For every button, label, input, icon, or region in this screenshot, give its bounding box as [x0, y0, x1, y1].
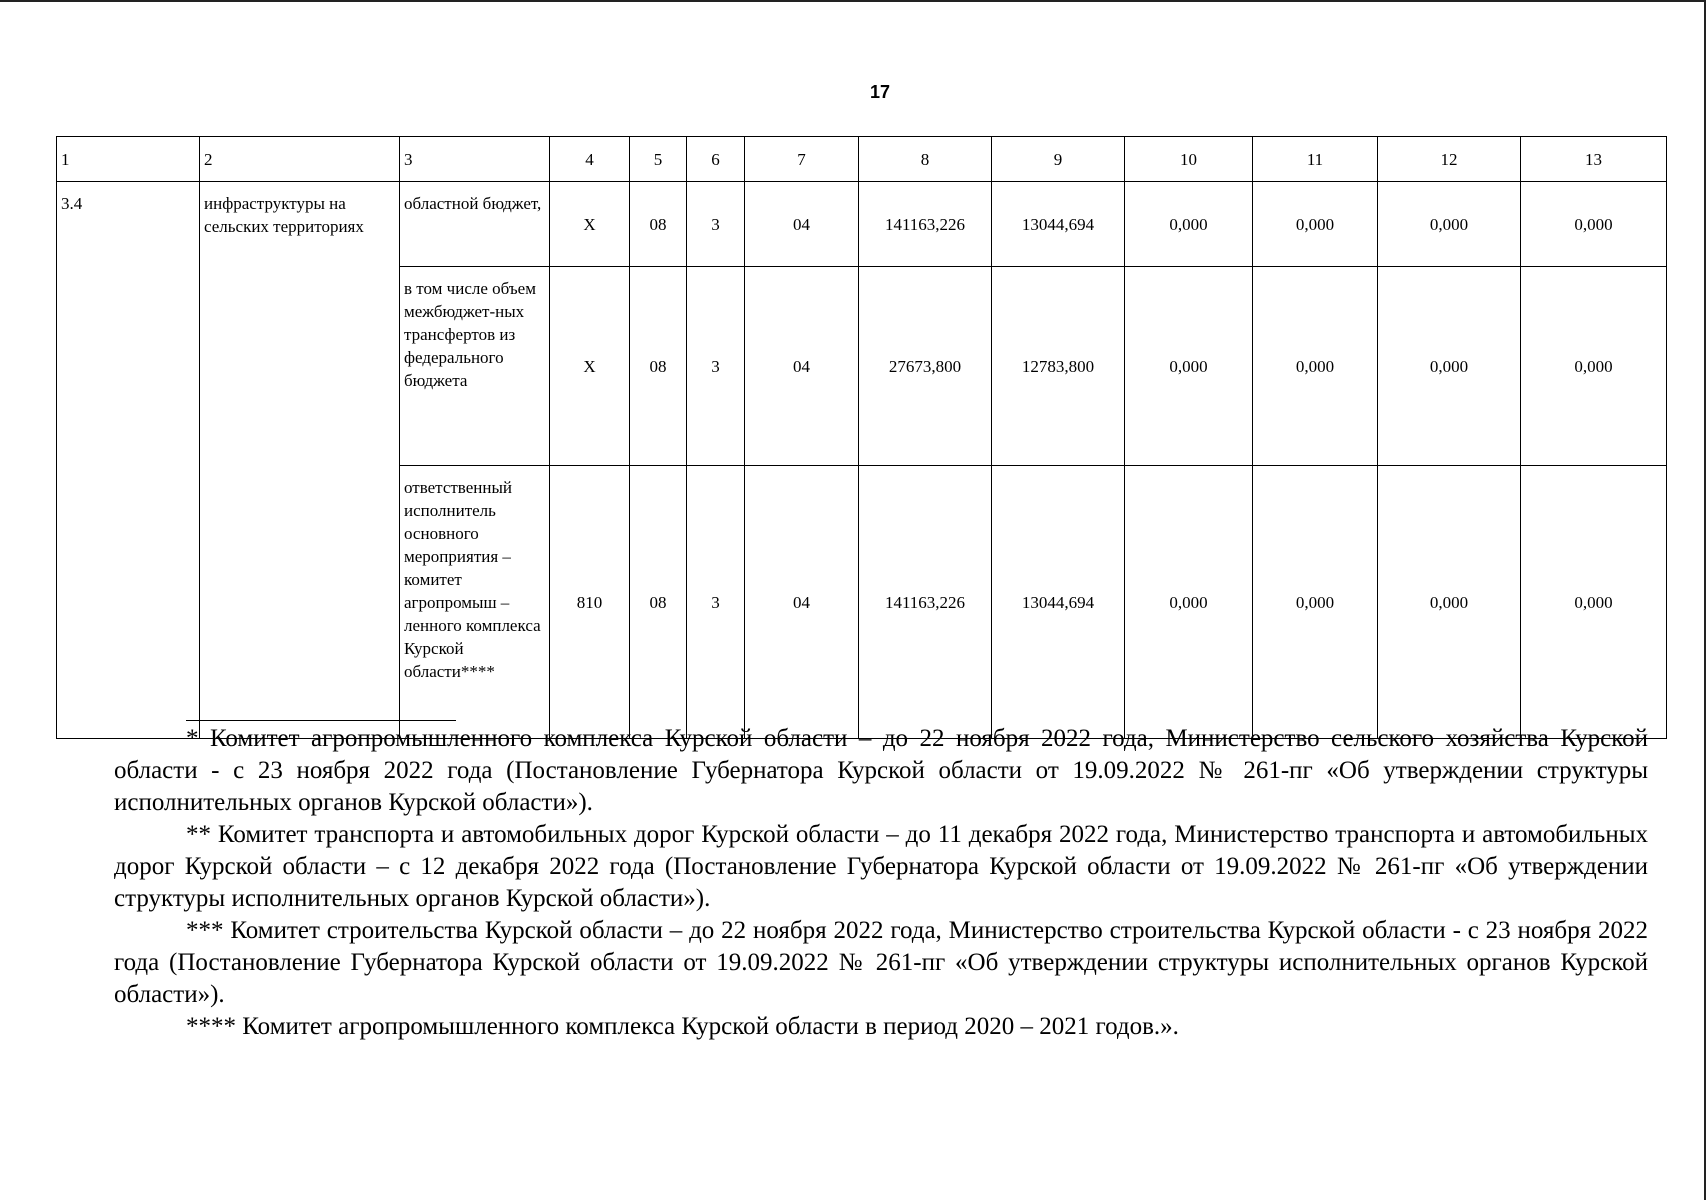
row-desc-cell: в том числе объем межбюджет-ных трансфертов из федерального бюджета [400, 267, 550, 466]
header-cell: 11 [1253, 137, 1378, 182]
footnote-1: * Комитет агропромышленного комплекса Курской области – до 22 ноября 2022 года, Министерство сельского хозяйства Курской области - с 23 ноября 2022 года (Постановление Губернатора Курской области от 19.09.2022 № 261-пг «Об утверждении структуры исполнительных органов Курской области»). [114, 725, 1648, 816]
table-cell: 0,000 [1125, 466, 1253, 739]
header-cell: 12 [1378, 137, 1521, 182]
table-cell: 0,000 [1378, 182, 1521, 267]
header-cell: 5 [630, 137, 687, 182]
table-cell: 08 [630, 267, 687, 466]
table-cell: 13044,694 [992, 466, 1125, 739]
table-cell: 0,000 [1521, 182, 1667, 267]
row-id-cell: 3.4 [57, 182, 200, 739]
table-cell: 141163,226 [859, 466, 992, 739]
row-name-cell: инфраструктуры на сельских территориях [200, 182, 400, 739]
page-number: 17 [869, 82, 891, 102]
table-cell: Х [550, 267, 630, 466]
table-cell: 04 [745, 466, 859, 739]
table-cell: 13044,694 [992, 182, 1125, 267]
table-cell: 3 [687, 466, 745, 739]
table-cell: 0,000 [1125, 267, 1253, 466]
row-desc-cell: областной бюджет, [400, 182, 550, 267]
table-row [57, 182, 1667, 267]
header-cell: 8 [859, 137, 992, 182]
header-cell: 4 [550, 137, 630, 182]
header-cell: 7 [745, 137, 859, 182]
table-cell: 0,000 [1521, 267, 1667, 466]
table-cell: 0,000 [1125, 182, 1253, 267]
header-cell: 3 [400, 137, 550, 182]
table-cell: 0,000 [1378, 267, 1521, 466]
header-cell: 13 [1521, 137, 1667, 182]
table-cell: 810 [550, 466, 630, 739]
table-cell: 27673,800 [859, 267, 992, 466]
footnote-divider [186, 720, 456, 721]
table-cell: 08 [630, 182, 687, 267]
header-cell: 9 [992, 137, 1125, 182]
header-cell: 1 [57, 137, 200, 182]
table-cell: 0,000 [1253, 466, 1378, 739]
header-cell: 2 [200, 137, 400, 182]
table-header-row [57, 137, 1667, 182]
table-cell: 0,000 [1253, 267, 1378, 466]
table-cell: 0,000 [1521, 466, 1667, 739]
table-cell: 0,000 [1378, 466, 1521, 739]
footnote-4: **** Комитет агропромышленного комплекса Курской области в период 2020 – 2021 годов.». [186, 1013, 1179, 1040]
table-cell: 12783,800 [992, 267, 1125, 466]
footnotes [114, 723, 1648, 1043]
table-cell: 04 [745, 267, 859, 466]
header-cell: 10 [1125, 137, 1253, 182]
table-cell: 08 [630, 466, 687, 739]
table-cell: 0,000 [1253, 182, 1378, 267]
budget-table [56, 136, 1667, 739]
table-cell: 141163,226 [859, 182, 992, 267]
table-cell: 3 [687, 267, 745, 466]
table-cell: Х [550, 182, 630, 267]
header-cell: 6 [687, 137, 745, 182]
table-cell: 3 [687, 182, 745, 267]
table-cell: 04 [745, 182, 859, 267]
footnote-2: ** Комитет транспорта и автомобильных дорог Курской области – до 11 декабря 2022 года, Министерство транспорта и автомобильных дорог Курской области – с 12 декабря 2022 года (Постановление Губернатора Курской области от 19.09.2022 № 261-пг «Об утверждении структуры исполнительных органов Курской области»). [114, 821, 1648, 912]
row-desc-cell: ответственный исполнитель основного мероприятия – комитет агропромыш – ленного комплекса Курской области**** [400, 466, 550, 739]
footnote-3: *** Комитет строительства Курской области – до 22 ноября 2022 года, Министерство строительства Курской области - с 23 ноября 2022 года (Постановление Губернатора Курской области от 19.09.2022 № 261-пг «Об утверждении структуры исполнительных органов Курской области»). [114, 917, 1648, 1008]
